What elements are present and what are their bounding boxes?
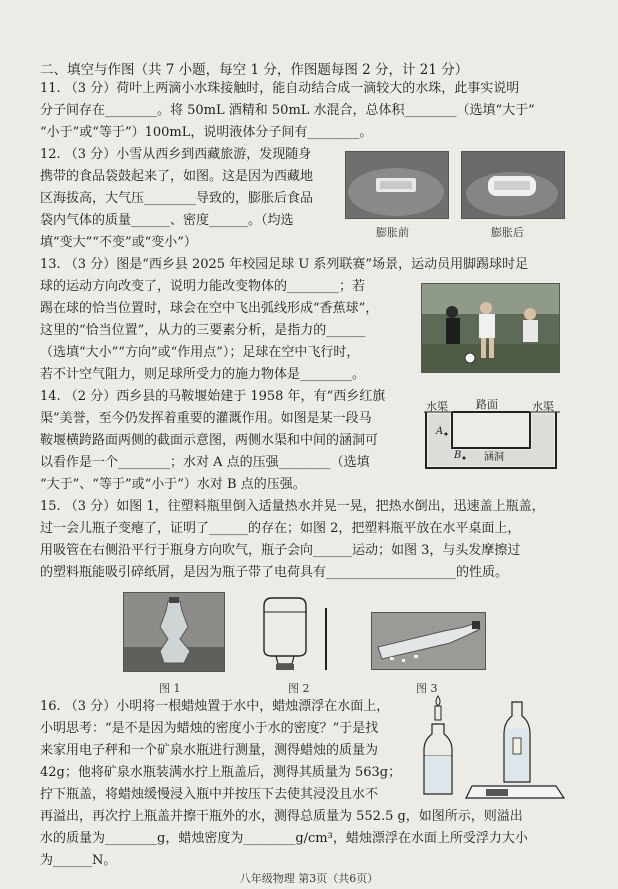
q12-line-2: 携带的食品袋鼓起来了，如图。这是因为西藏地 — [40, 169, 314, 184]
page-footer: 八年级物理 第3页（共6页） — [239, 872, 379, 885]
label-right-channel: 水渠 — [532, 400, 554, 413]
label-left-channel: 水渠 — [426, 400, 448, 413]
caption-figure-3: 图 3 — [416, 682, 438, 695]
q16-line-2: 小明思考：“是不是因为蜡烛的密度小于水的密度？”于是找 — [40, 721, 379, 736]
photo-bag-before — [345, 151, 449, 219]
label-point-a: A — [436, 426, 444, 437]
q16-line-5: 拧下瓶盖，将蜡烛缓慢浸入瓶中并按压下去使其浸没且水不 — [40, 787, 379, 802]
q11-line-2: 分子间存在________。将 50mL 酒精和 50mL 水混合，总体积________（选填“大于” — [40, 103, 535, 118]
q14-line-1: 14. （2 分）西乡县的马鞍堰始建于 1958 年，有“西乡红旗 — [40, 389, 386, 404]
q13-line-6: 若不计空气阻力，则足球所受力的施力物体是________。 — [40, 367, 366, 382]
q16-line-3: 来家用电子秤和一个矿泉水瓶进行测量，测得蜡烛的质量为 — [40, 743, 379, 758]
figure-2-bottle-straw — [258, 594, 338, 674]
scale-bottle-diagram — [416, 694, 566, 802]
culvert-diagram — [424, 396, 560, 474]
figure-1-crushed-bottle — [123, 592, 225, 672]
label-point-b: B — [454, 450, 462, 461]
q13-line-5: （选填“大小”“方向”或“作用点”）；足球在空中飞行时， — [40, 345, 360, 360]
q15-line-3: 用吸管在右侧沿平行于瓶身方向吹气，瓶子会向______运动；如图 3，与头发摩擦过 — [40, 543, 521, 558]
caption-figure-1: 图 1 — [159, 682, 181, 695]
q16-line-1: 16. （3 分）小明将一根蜡烛置于水中，蜡烛漂浮在水面上， — [40, 699, 390, 714]
caption-after: 膨胀后 — [491, 226, 524, 239]
q12-line-5: 填“变大”“不变”或“变小”） — [40, 235, 197, 250]
q14-line-3: 鞍堰横跨路面两侧的截面示意图，两侧水渠和中间的涵洞可 — [40, 433, 379, 448]
q16-line-7: 水的质量为________g，蜡烛密度为________g/cm³，蜡烛漂浮在水面上所受浮力大小 — [40, 831, 528, 846]
q14-line-4: 以看作是一个________；水对 A 点的压强________（选填 — [40, 455, 370, 470]
q12-line-3: 区海拔高，大气压________导致的，膨胀后食品 — [40, 191, 314, 206]
q13-line-4: 这里的“恰当位置”，从力的三要素分析，是指力的______ — [40, 323, 366, 338]
q16-line-4: 42g；他将矿泉水瓶装满水拧上瓶盖后，测得其质量为 563g； — [40, 765, 402, 780]
q15-line-1: 15. （3 分）如图 1，往塑料瓶里倒入适量热水并晃一晃，把热水倒出，迅速盖上瓶盖， — [40, 499, 545, 514]
q11-line-1: 11. （3 分）荷叶上两滴小水珠接触时，能自动结合成一滴较大的水珠，此事实说明 — [40, 81, 520, 96]
q11-line-3: “小于”或“等于”）100mL，说明液体分子间有________。 — [40, 125, 373, 140]
q12-line-1: 12. （3 分）小雪从西乡到西藏旅游，发现随身 — [40, 147, 312, 162]
caption-before: 膨胀前 — [376, 226, 409, 239]
q13-line-3: 踢在球的恰当位置时，球会在空中飞出弧线形成“香蕉球”， — [40, 301, 379, 316]
section-heading: 二、填空与作图（共 7 小题，每空 1 分，作图题每图 2 分，计 21 分） — [40, 62, 469, 78]
q14-line-2: 渠”美誉，至今仍发挥着重要的灌溉作用。如图是某一段马 — [40, 411, 372, 426]
label-culvert: 涵洞 — [484, 452, 504, 463]
q12-line-4: 袋内气体的质量______、密度______。（均选 — [40, 213, 294, 228]
q15-line-4: 的塑料瓶能吸引碎纸屑，是因为瓶子带了电荷具有____________________的性质。 — [40, 565, 509, 580]
q13-line-2: 球的运动方向改变了，说明力能改变物体的________；若 — [40, 279, 366, 294]
q13-line-1: 13. （3 分）图是“西乡县 2025 年校园足球 U 系列联赛”场景，运动员用脚踢球时足 — [40, 257, 529, 272]
photo-bag-after — [461, 151, 565, 219]
q14-line-5: “大于”、“等于”或“小于”）水对 B 点的压强。 — [40, 477, 306, 492]
q16-line-6: 再溢出，再次拧上瓶盖并擦干瓶外的水，测得总质量为 552.5 g，如图所示，则溢出 — [40, 809, 523, 824]
q16-line-8: 为______N。 — [40, 853, 117, 868]
caption-figure-2: 图 2 — [288, 682, 310, 695]
label-road: 路面 — [476, 398, 498, 411]
figure-3-bottle-paper — [371, 612, 486, 670]
photo-football-match — [421, 283, 560, 373]
q15-line-2: 过一会儿瓶子变瘪了，证明了______的存在；如图 2，把塑料瓶平放在水平桌面上， — [40, 521, 521, 536]
